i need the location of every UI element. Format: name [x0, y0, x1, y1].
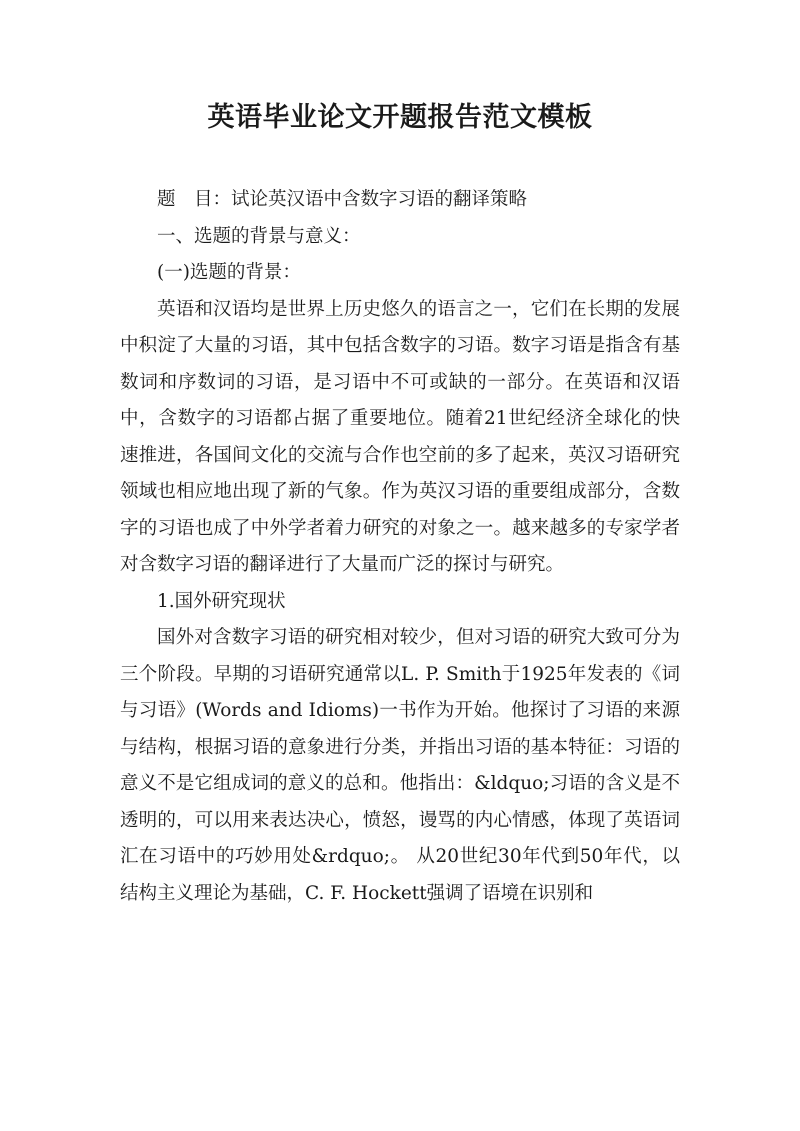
document-body [120, 182, 680, 912]
topic-line: 题 目：试论英汉语中含数字习语的翻译策略 [157, 189, 528, 210]
background-paragraph: 英语和汉语均是世界上历史悠久的语言之一，它们在长期的发展中积淀了大量的习语，其中包括含数字的习语。数字习语是指含有基数词和序数词的习语，是习语中不可或缺的一部分。在英语和汉语中，含数字的习语都占据了重要地位。随着21世纪经济全球化的快速推进，各国间文化的交流与合作也空前的多了起来，英汉习语研究领域也相应地出现了新的气象。作为英汉习语的重要组成部分，含数字的习语也成了中外学者着力研究的对象之一。越来越多的专家学者对含数字习语的翻译进行了大量而广泛的探讨与研究。 [120, 298, 680, 575]
item-heading: 1.国外研究现状 [157, 590, 286, 612]
subsection-heading: (一)选题的背景： [157, 262, 301, 283]
document-title: 英语毕业论文开题报告范文模板 [207, 102, 593, 133]
section-heading: 一、选题的背景与意义： [157, 225, 361, 247]
foreign-research-paragraph: 国外对含数字习语的研究相对较少，但对习语的研究大致可分为三个阶段。早期的习语研究通常以L. P. Smith于1925年发表的《词与习语》(Words and Idioms)一书作为开始。他探讨了习语的来源与结构，根据习语的意象进行分类，并指出习语的基本特征：习语的意义不是它组成词的意义的总和。他指出：&ldquo;习语的含义是不透明的，可以用来表达决心，愤怒，谩骂的内心情感，体现了英语词汇在习语中的巧妙用处&rdquo;。 从20世纪30年代到50年代，以结构主义理论为基础，C. F. Hockett强调了语境在识别和 [120, 627, 680, 904]
